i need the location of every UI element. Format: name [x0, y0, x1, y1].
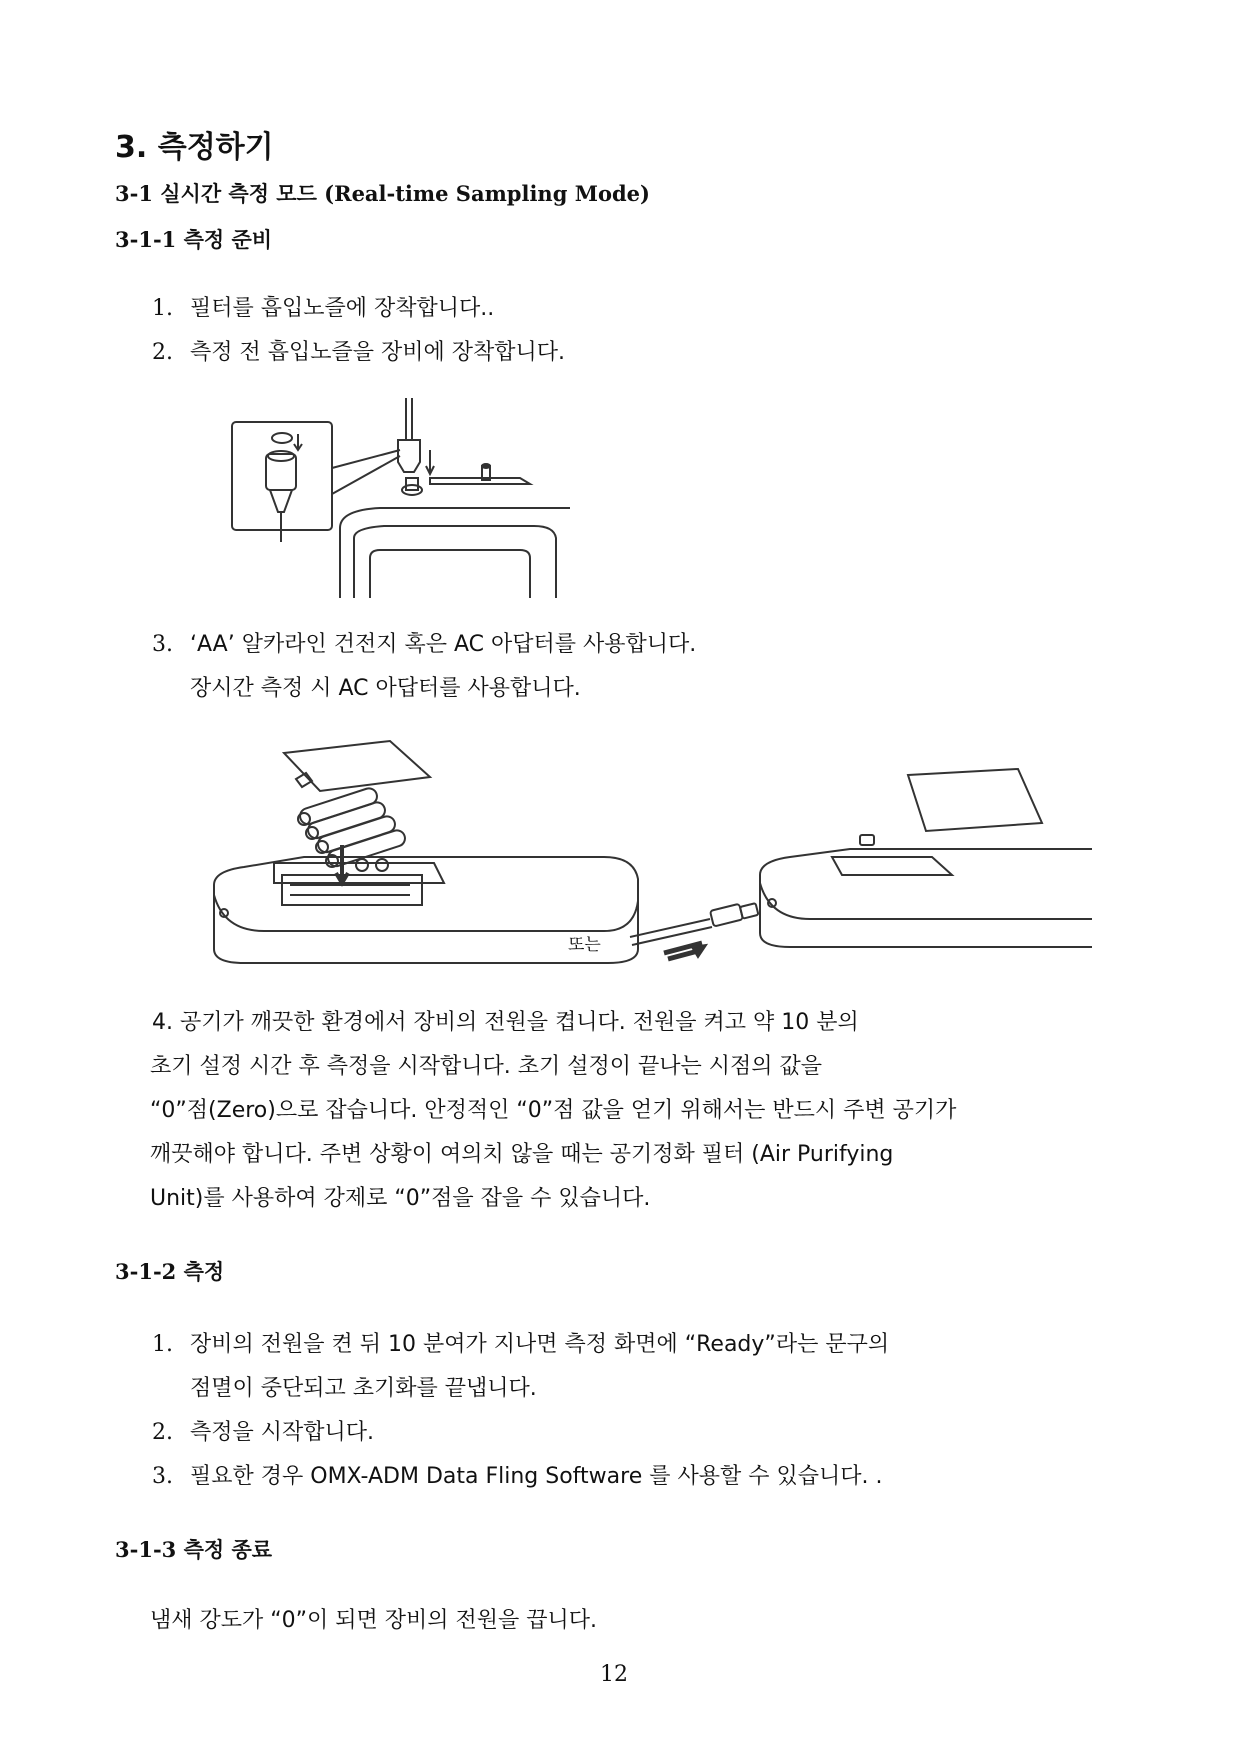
- step-text: ‘AA’ 알카라인 건전지 혹은 AC 아답터를 사용합니다.: [190, 632, 697, 657]
- step-text: 측정 전 흡입노즐을 장비에 장착합니다.: [190, 340, 565, 365]
- prep-step-2: [152, 338, 565, 368]
- step-text: 장비의 전원을 켠 뒤 10 분여가 지나면 측정 화면에 “Ready”라는 문구의: [190, 1332, 890, 1357]
- step-text: 측정을 시작합니다.: [190, 1420, 375, 1445]
- step-text: 필터를 흡입노즐에 장착합니다..: [190, 296, 495, 321]
- measure-step-2: [152, 1418, 374, 1448]
- end-text: 냄새 강도가 “0”이 되면 장비의 전원을 끕니다.: [150, 1608, 598, 1633]
- step-number: 2.: [152, 1420, 173, 1445]
- step-number: 1.: [152, 1332, 173, 1357]
- prep-step-3: [152, 630, 696, 660]
- step-number: 1.: [152, 296, 173, 321]
- step-text: 필요한 경우 OMX-ADM Data Fling Software 를 사용할 수 있습니다. .: [190, 1464, 883, 1489]
- nozzle-illustration: [230, 398, 570, 598]
- battery-adapter-illustration: [212, 735, 1092, 985]
- step-number: 3.: [152, 632, 173, 657]
- step4-line-2: 초기 설정 시간 후 측정을 시작합니다. 초기 설정이 끝나는 시점의 값을: [150, 1054, 822, 1079]
- step-number: 2.: [152, 340, 173, 365]
- page-number: 12: [600, 1662, 628, 1687]
- step-number: 3.: [152, 1464, 173, 1489]
- measure-step-1: [152, 1330, 889, 1360]
- step4-line-3: “0”점(Zero)으로 잡습니다. 안정적인 “0”점 값을 얻기 위해서는 반드시 주변 공기가: [150, 1098, 957, 1123]
- page-title: 3. 측정하기: [115, 130, 274, 165]
- measure-step-3: [152, 1462, 882, 1492]
- step4-line-5: Unit)를 사용하여 강제로 “0”점을 잡을 수 있습니다.: [150, 1186, 651, 1211]
- section-heading-3-1-1: 3-1-1 측정 준비: [115, 227, 273, 252]
- measure-step-1-line-2: 점멸이 중단되고 초기화를 끝냅니다.: [190, 1376, 537, 1401]
- section-heading-3-1: 3-1 실시간 측정 모드 (Real-time Sampling Mode): [115, 181, 650, 206]
- step4-line-4: 깨끗해야 합니다. 주변 상황이 여의치 않을 때는 공기정화 필터 (Air Purifying: [150, 1142, 894, 1167]
- section-heading-3-1-2: 3-1-2 측정: [115, 1259, 225, 1284]
- prep-step-1: [152, 294, 494, 324]
- figure-label-or: 또는: [568, 935, 601, 955]
- prep-step-3-line-2: 장시간 측정 시 AC 아답터를 사용합니다.: [190, 676, 581, 701]
- step4-line-1: 4. 공기가 깨끗한 환경에서 장비의 전원을 켭니다. 전원을 켜고 약 10 분의: [152, 1010, 859, 1035]
- section-heading-3-1-3: 3-1-3 측정 종료: [115, 1537, 273, 1562]
